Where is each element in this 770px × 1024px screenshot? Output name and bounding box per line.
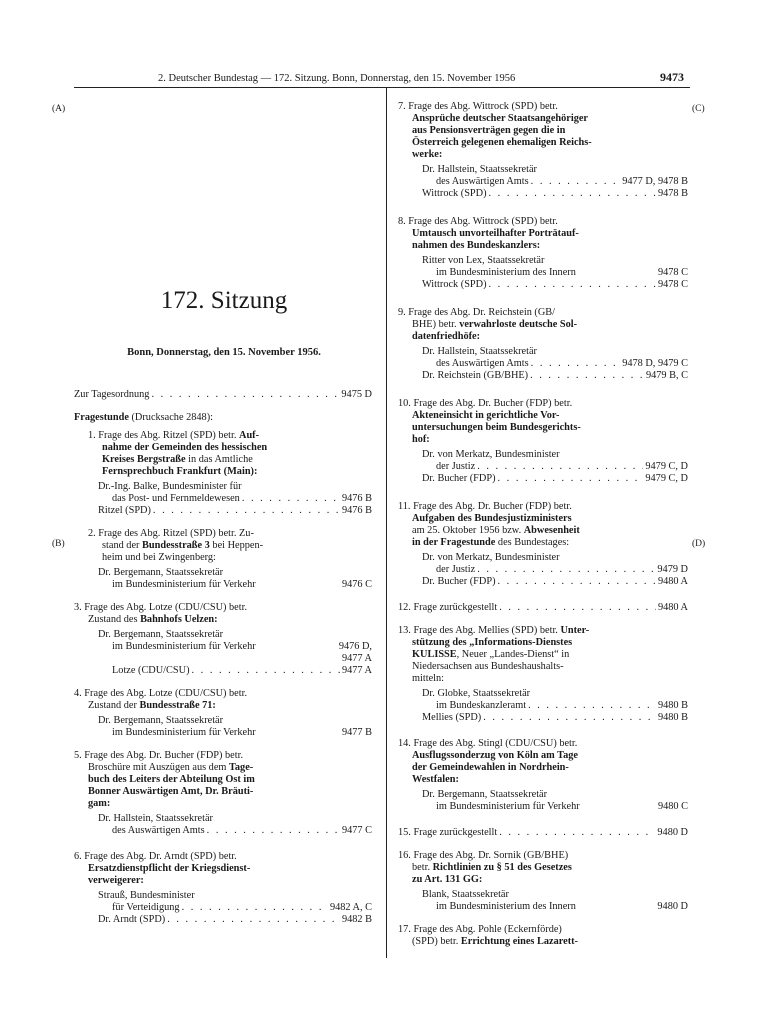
q-text: 1. Frage des Abg. Ritzel (SPD) betr. <box>88 430 240 441</box>
q-text: betr. <box>412 862 433 873</box>
fragestunde-label: Fragestunde <box>74 412 129 423</box>
q-topic: hof: <box>412 434 430 445</box>
q-topic: in der Fragestunde <box>412 537 496 548</box>
q-text: Zustand der <box>88 700 140 711</box>
left-column <box>74 389 372 937</box>
speaker: Ritter von Lex, Staatssekretär <box>422 255 545 266</box>
question-11 <box>398 501 688 588</box>
q-topic: Richtlinien zu § 51 des Gesetzes <box>432 862 572 873</box>
q-page: 9480 D <box>657 827 688 838</box>
q-topic: stützung des „Informations-Dienstes <box>412 637 573 648</box>
question-5 <box>74 750 372 837</box>
speaker: Dr. Reichstein (GB/BHE) <box>422 370 529 381</box>
speaker-page: 9482 A, C <box>329 902 372 913</box>
question-9 <box>398 307 688 382</box>
q-topic: Österreich gelegenen ehemaligen Reichs- <box>412 137 592 148</box>
margin-mark-d: (D) <box>692 539 706 549</box>
q-text: heim und bei Zwingenberg: <box>102 552 216 563</box>
speaker-office: des Auswärtigen Amts <box>112 825 205 836</box>
speaker-page: 9479 C, D <box>645 473 688 484</box>
question-1 <box>74 430 372 517</box>
question-17 <box>398 924 688 948</box>
question-8 <box>398 216 688 291</box>
question-4 <box>74 688 372 739</box>
q-topic: werke: <box>412 149 443 160</box>
q-topic: nahme der Gemeinden des hessischen <box>102 442 268 453</box>
q-topic: Bundesstraße 3 <box>142 540 210 551</box>
speaker-page: 9477 B <box>341 727 372 738</box>
q-topic: Tage- <box>228 762 254 773</box>
speaker-page: 9478 C <box>657 279 688 290</box>
speaker: Strauß, Bundesminister <box>98 890 195 901</box>
q-page: 9480 A <box>657 602 688 613</box>
speaker-office: das Post- und Fernmeldewesen <box>112 493 240 504</box>
q-text: 10. Frage des Abg. Dr. Bucher (FDP) betr. <box>398 398 573 409</box>
running-title: 2. Deutscher Bundestag — 172. Sitzung. Bonn, Donnerstag, den 15. November 1956 <box>158 73 516 84</box>
q-text: 9. Frage des Abg. Dr. Reichstein (GB/ <box>398 307 556 318</box>
q-topic: aus Pensionsverträgen gegen die in <box>412 125 566 136</box>
speaker-office: im Bundesministerium für Verkehr <box>112 579 256 590</box>
q-topic: Fernsprechbuch Frankfurt (Main): <box>102 466 258 477</box>
speaker: Dr. Bergemann, Staatssekretär <box>98 629 224 640</box>
speaker-page: 9479 C, D <box>645 461 688 472</box>
q-text: , Neuer „Landes-Dienst“ in <box>456 649 570 660</box>
q-text: mitteln: <box>412 673 445 684</box>
speaker-page: 9477 A <box>341 665 372 676</box>
q-topic: Ansprüche deutscher Staatsangehöriger <box>412 113 588 124</box>
q-topic: Bundesstraße 71: <box>139 700 216 711</box>
speaker: Dr. von Merkatz, Bundesminister <box>422 449 560 460</box>
q-topic: datenfriedhöfe: <box>412 331 481 342</box>
right-column <box>398 101 688 959</box>
q-text: am 25. Oktober 1956 bzw. <box>412 525 524 536</box>
speaker-page: 9477 A <box>341 653 372 664</box>
toc-entry-tagesordnung <box>74 389 372 401</box>
speaker-office: im Bundesministerium des Innern <box>436 267 576 278</box>
speaker: Ritzel (SPD) <box>98 505 151 516</box>
q-text: BHE) betr. <box>412 319 460 330</box>
speaker-office: für Verteidigung <box>112 902 180 913</box>
session-date: Bonn, Donnerstag, den 15. November 1956. <box>127 347 321 358</box>
q-topic: Bahnhofs Uelzen: <box>140 614 218 625</box>
q-topic: Bonner Auswärtigen Amt, Dr. Bräuti- <box>88 786 254 797</box>
speaker-page: 9478 D, 9479 C <box>622 358 688 369</box>
speaker-page: 9480 D <box>657 901 688 912</box>
speaker: Wittrock (SPD) <box>422 188 487 199</box>
speaker-page: 9476 D, <box>338 641 372 652</box>
question-15 <box>398 827 688 839</box>
question-6 <box>74 851 372 926</box>
speaker: Dr. Globke, Staatssekretär <box>422 688 531 699</box>
q-text: 11. Frage des Abg. Dr. Bucher (FDP) betr. <box>398 501 572 512</box>
q-topic: Errichtung eines Lazarett- <box>460 936 578 947</box>
q-topic: zu Art. 131 GG: <box>412 874 483 885</box>
speaker-page: 9477 C <box>341 825 372 836</box>
speaker: Dr. Hallstein, Staatssekretär <box>422 164 537 175</box>
speaker: Dr. Bergemann, Staatssekretär <box>98 715 224 726</box>
speaker-office: im Bundesministerium des Innern <box>436 901 576 912</box>
q-text: 17. Frage des Abg. Pohle (Eckernförde) <box>398 924 562 935</box>
q-text: 6. Frage des Abg. Dr. Arndt (SPD) betr. <box>74 851 237 862</box>
question-16 <box>398 850 688 913</box>
page-number: 9473 <box>660 70 684 84</box>
question-14 <box>398 738 688 813</box>
speaker-office: im Bundesministerium für Verkehr <box>112 641 256 652</box>
speaker: Dr. Bergemann, Staatssekretär <box>422 789 548 800</box>
speaker-page: 9480 B <box>657 712 688 723</box>
q-text: bei Heppen- <box>209 540 264 551</box>
q-topic: der Gemeindewahlen in Nordrhein- <box>412 762 569 773</box>
q-text: Zustand des <box>88 614 141 625</box>
speaker-office: des Auswärtigen Amts <box>436 358 529 369</box>
question-3 <box>74 602 372 677</box>
speaker: Dr. Arndt (SPD) <box>98 914 166 925</box>
q-text: 2. Frage des Abg. Ritzel (SPD) betr. Zu- <box>88 528 254 539</box>
q-topic: Abwesenheit <box>523 525 580 536</box>
q-topic: Unter- <box>560 625 590 636</box>
margin-mark-a: (A) <box>52 104 66 114</box>
q-text: 4. Frage des Abg. Lotze (CDU/CSU) betr. <box>74 688 248 699</box>
speaker-page: 9476 B <box>341 505 372 516</box>
q-topic: Ausflugssonderzug von Köln am Tage <box>412 750 578 761</box>
question-2 <box>74 528 372 591</box>
speaker-page: 9478 B <box>657 188 688 199</box>
speaker: Dr. Bergemann, Staatssekretär <box>98 567 224 578</box>
q-topic: Westfalen: <box>412 774 459 785</box>
speaker: Blank, Staatssekretär <box>422 889 509 900</box>
speaker-page: 9476 C <box>341 579 372 590</box>
speaker-office: des Auswärtigen Amts <box>436 176 529 187</box>
q-text: 12. Frage zurückgestellt <box>398 602 498 613</box>
column-divider <box>386 88 387 958</box>
q-text: 15. Frage zurückgestellt <box>398 827 498 838</box>
toc-label: Zur Tagesordnung <box>74 389 150 400</box>
q-topic: verwahrloste deutsche Sol- <box>459 319 578 330</box>
margin-mark-c: (C) <box>692 104 705 114</box>
q-text: 14. Frage des Abg. Stingl (CDU/CSU) betr. <box>398 738 578 749</box>
speaker: Dr. Hallstein, Staatssekretär <box>422 346 537 357</box>
speaker: Dr. Bucher (FDP) <box>422 473 496 484</box>
q-topic: KULISSE <box>412 649 457 660</box>
q-text: 5. Frage des Abg. Dr. Bucher (FDP) betr. <box>74 750 244 761</box>
speaker: Dr. von Merkatz, Bundesminister <box>422 552 560 563</box>
speaker: Dr. Hallstein, Staatssekretär <box>98 813 213 824</box>
toc-page: 9475 D <box>341 389 372 400</box>
question-13 <box>398 625 688 724</box>
question-12 <box>398 602 688 614</box>
q-topic: untersuchungen beim Bundesgerichts- <box>412 422 581 433</box>
q-topic: nahmen des Bundeskanzlers: <box>412 240 541 251</box>
question-10 <box>398 398 688 485</box>
speaker-page: 9479 B, C <box>645 370 688 381</box>
q-topic: buch des Leiters der Abteilung Ost im <box>88 774 255 785</box>
speaker-page: 9480 B <box>657 700 688 711</box>
header-rule <box>74 87 690 88</box>
q-text: des Bundestages: <box>495 537 570 548</box>
q-topic: Akteneinsicht in gerichtliche Vor- <box>412 410 560 421</box>
fragestunde-rest: (Drucksache 2848): <box>128 412 213 423</box>
q-text: in das Amtliche <box>185 454 253 465</box>
speaker-page: 9478 C <box>657 267 688 278</box>
q-text: (SPD) betr. <box>412 936 461 947</box>
q-topic: Kreises Bergstraße <box>102 454 186 465</box>
speaker: Lotze (CDU/CSU) <box>112 665 190 676</box>
speaker-office: der Justiz <box>436 461 476 472</box>
q-text: 13. Frage des Abg. Mellies (SPD) betr. <box>398 625 561 636</box>
margin-mark-b: (B) <box>52 539 65 549</box>
session-title: 172. Sitzung <box>160 287 288 314</box>
q-topic: verweigerer: <box>88 875 144 886</box>
speaker-page: 9477 D, 9478 B <box>622 176 688 187</box>
speaker-page: 9479 D <box>657 564 688 575</box>
speaker-page: 9476 B <box>341 493 372 504</box>
speaker: Dr. Bucher (FDP) <box>422 576 496 587</box>
speaker: Mellies (SPD) <box>422 712 482 723</box>
q-text: 16. Frage des Abg. Dr. Sornik (GB/BHE) <box>398 850 569 861</box>
q-topic: gam: <box>88 798 111 809</box>
speaker-office: im Bundesministerium für Verkehr <box>436 801 580 812</box>
q-text: 3. Frage des Abg. Lotze (CDU/CSU) betr. <box>74 602 248 613</box>
question-7 <box>398 101 688 200</box>
q-text: 7. Frage des Abg. Wittrock (SPD) betr. <box>398 101 558 112</box>
q-text: Broschüre mit Auszügen aus dem <box>88 762 229 773</box>
speaker-office: der Justiz <box>436 564 476 575</box>
speaker-office: im Bundeskanzleramt <box>436 700 527 711</box>
q-topic: Aufgaben des Bundesjustizministers <box>412 513 572 524</box>
speaker-page: 9482 B <box>341 914 372 925</box>
q-topic: Ersatzdienstpflicht der Kriegsdienst- <box>88 863 251 874</box>
q-topic: Auf- <box>239 430 260 441</box>
q-text: 8. Frage des Abg. Wittrock (SPD) betr. <box>398 216 558 227</box>
q-text: Niedersachsen aus Bundeshaushalts- <box>412 661 564 672</box>
q-topic: Umtausch unvorteilhafter Porträtauf- <box>412 228 579 239</box>
fragestunde-heading <box>74 412 372 424</box>
speaker: Dr.-Ing. Balke, Bundesminister für <box>98 481 242 492</box>
speaker-page: 9480 C <box>657 801 688 812</box>
speaker-page: 9480 A <box>657 576 688 587</box>
speaker-office: im Bundesministerium für Verkehr <box>112 727 256 738</box>
q-text: stand der <box>102 540 143 551</box>
speaker: Wittrock (SPD) <box>422 279 487 290</box>
